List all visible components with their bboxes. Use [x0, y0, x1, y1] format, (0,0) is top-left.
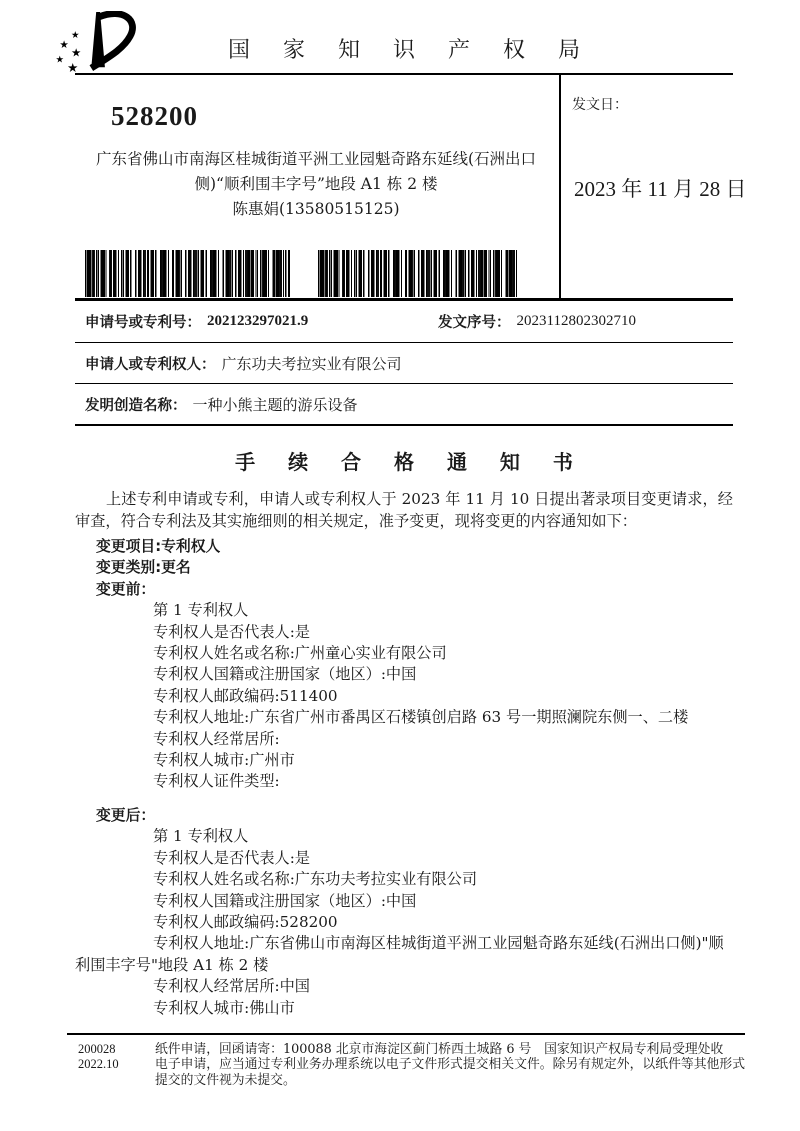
svg-text:★: ★ [59, 37, 69, 51]
invention-title-value: 一种小熊主题的游乐设备 [192, 395, 358, 414]
issuing-authority-title: 国 家 知 识 产 权 局 [228, 38, 593, 63]
form-version-date: 2022.10 [78, 1056, 119, 1071]
footer-note-electronic: 电子申请，应当通过专利业务办理系统以电子文件形式提交相关文件。除另有规定外，以纸件等其他形式提交的文件视为未提交。 [155, 1057, 745, 1088]
invention-title-label: 发明创造名称： [85, 397, 187, 414]
invention-title-row [75, 384, 733, 426]
after-change-label: 变更后： [96, 806, 156, 824]
notice-paragraph: 上述专利申请或专利，申请人或专利权人于 2023 年 11 月 10 日提出著录项目变更请求，经审查，符合专利法及其实施细则的相关规定，准予变更，现将变更的内容通知如下： [75, 490, 733, 530]
document-footer [67, 1033, 745, 1089]
barcode-left [85, 250, 290, 297]
svg-text:★: ★ [55, 54, 65, 66]
document-fields [75, 301, 733, 426]
issue-date-value: 2023 年 11 月 28 日 [574, 177, 747, 201]
before-postcode: 专利权人邮政编码:511400 [153, 686, 338, 705]
application-number-row [75, 301, 733, 343]
issue-date-box [559, 75, 747, 298]
applicant-value: 广东功夫考拉实业有限公司 [221, 354, 402, 373]
serial-number-group [438, 301, 636, 342]
recipient-postcode: 528200 [111, 101, 198, 131]
applicant-label: 申请人或专利权人： [85, 356, 216, 373]
after-address: 专利权人地址:广东省佛山市南海区桂城街道平洲工业园魁奇路东延线(石洲出口侧)"顺利围丰字号"地段 A1 栋 2 楼 [75, 934, 724, 974]
before-patentee-index: 第 1 专利权人 [153, 601, 249, 620]
form-code: 200028 [78, 1041, 116, 1056]
after-representative: 专利权人是否代表人:是 [153, 848, 310, 867]
recipient-address-line1: 广东省佛山市南海区桂城街道平洲工业园魁奇路东延线(石洲出口 [95, 150, 537, 168]
after-residence: 专利权人经常居所:中国 [153, 977, 310, 996]
after-postcode: 专利权人邮政编码:528200 [153, 912, 338, 931]
after-name: 专利权人姓名或名称:广东功夫考拉实业有限公司 [153, 870, 478, 889]
svg-text:★: ★ [67, 60, 79, 73]
before-city: 专利权人城市:广州市 [153, 751, 295, 770]
before-residence: 专利权人经常居所: [153, 729, 280, 748]
change-type-line: 变更类别:更名 [96, 559, 191, 577]
footer-notes [155, 1042, 745, 1089]
recipient-address-line2: 侧)“顺利围丰字号”地段 A1 栋 2 楼 [194, 175, 438, 193]
mailing-section [75, 73, 747, 301]
serial-number-label: 发文序号： [438, 315, 511, 331]
document-header [0, 0, 800, 73]
before-nationality: 专利权人国籍或注册国家（地区）:中国 [153, 665, 417, 684]
after-patentee-index: 第 1 专利权人 [153, 827, 249, 846]
application-number-label: 申请号或专利号： [85, 315, 201, 331]
application-number-value: 202123297021.9 [207, 313, 309, 329]
before-name: 专利权人姓名或名称:广州童心实业有限公司 [153, 644, 447, 663]
recipient-name-phone: 陈惠娟(13580515125) [232, 200, 400, 218]
svg-text:★: ★ [71, 45, 82, 60]
svg-text:★: ★ [71, 30, 80, 42]
recipient-address [75, 147, 557, 222]
change-item-line: 变更项目:专利权人 [96, 538, 221, 555]
before-change-label: 变更前： [96, 580, 156, 598]
after-city: 专利权人城市:佛山市 [153, 998, 295, 1017]
barcode-right [318, 250, 518, 297]
before-id-type: 专利权人证件类型: [153, 772, 280, 791]
before-representative: 专利权人是否代表人:是 [153, 622, 310, 641]
change-details [75, 536, 733, 1019]
footer-note-paper: 纸件申请，回函请寄：100088 北京市海淀区蓟门桥西土城路 6 号 国家知识产权局专利局受理处收 [155, 1041, 724, 1057]
after-nationality: 专利权人国籍或注册国家（地区）:中国 [153, 891, 417, 910]
notice-title: 手 续 合 格 通 知 书 [235, 450, 586, 474]
applicant-row [75, 343, 733, 384]
before-address: 专利权人地址:广东省广州市番禺区石楼镇创启路 63 号一期照澜院东侧一、二楼 [153, 708, 689, 727]
serial-number-value: 2023112802302710 [516, 313, 636, 329]
form-codes [67, 1042, 155, 1089]
issue-date-label: 发文日： [572, 97, 628, 113]
